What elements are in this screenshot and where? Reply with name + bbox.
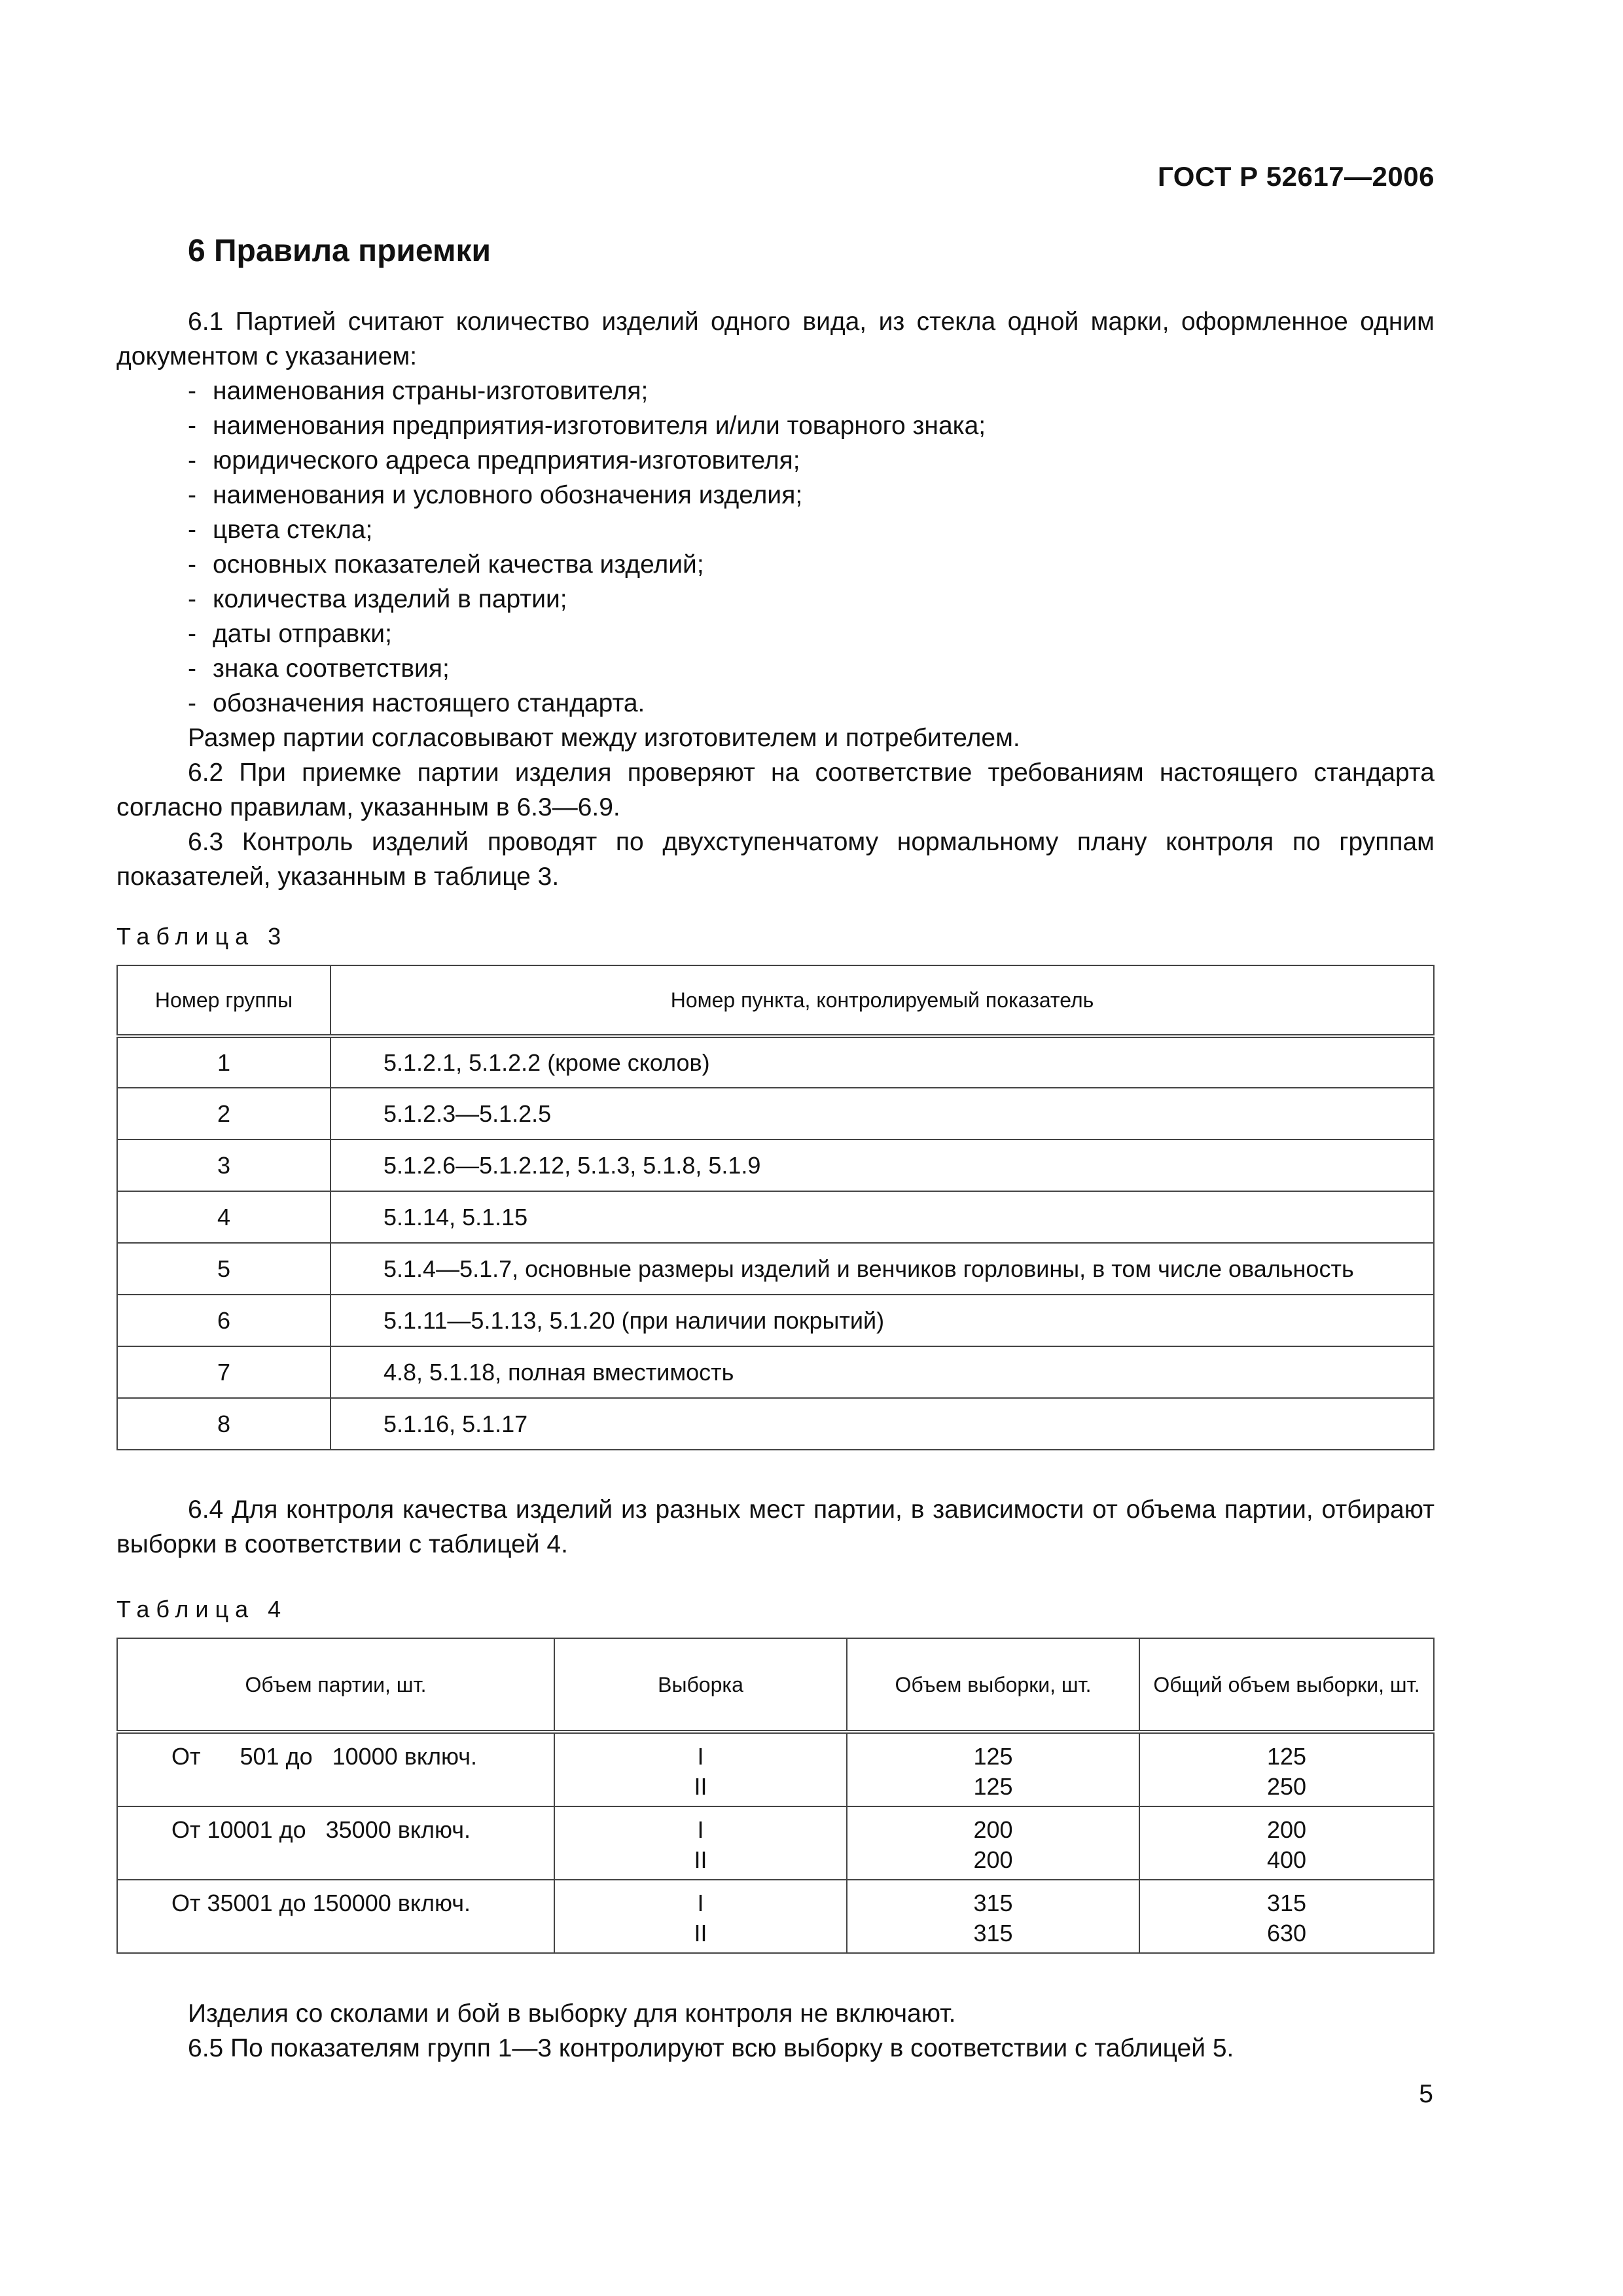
table-4-lot-range: От 10001 до 35000 включ.	[117, 1806, 554, 1880]
table-3-item-reference: 5.1.4—5.1.7, основные размеры изделий и венчиков горловины, в том числе овальность	[330, 1243, 1434, 1295]
list-item	[116, 374, 1435, 408]
clause-6-1	[116, 304, 1435, 894]
after-table-4	[116, 1996, 1435, 2066]
list-item-text: даты отправки;	[213, 620, 392, 648]
table-4-total-value: 250	[1266, 1773, 1307, 1800]
list-dash: -	[188, 412, 196, 440]
table-row	[117, 1732, 1434, 1806]
table-4-size-cell	[847, 1880, 1139, 1953]
list-item-text: основных показателей качества изделий;	[213, 550, 704, 579]
list-item-text: количества изделий в партии;	[213, 585, 567, 613]
list-dash: -	[188, 481, 196, 509]
list-item-text: цвета стекла;	[213, 516, 373, 544]
table-4-sample-value: I	[697, 1743, 704, 1770]
list-item-text: наименования страны-изготовителя;	[213, 377, 649, 405]
table-3-group-number: 3	[117, 1139, 330, 1191]
list-dash: -	[188, 446, 196, 475]
table-4-caption: Таблица 4	[116, 1596, 288, 1623]
table-3-item-reference: 5.1.16, 5.1.17	[330, 1398, 1434, 1450]
list-item-text: наименования и условного обозначения изделия;	[213, 481, 803, 509]
list-dash: -	[188, 377, 196, 405]
table-4-header-size: Объем выборки, шт.	[847, 1638, 1139, 1732]
table-row	[117, 1088, 1434, 1139]
table-4-size-cell	[847, 1806, 1139, 1880]
list-dash: -	[188, 550, 196, 579]
list-item-text: наименования предприятия-изготовителя и/или товарного знака;	[213, 412, 986, 440]
table-4-size-value: 315	[973, 1890, 1013, 1916]
table-4-total-value: 400	[1266, 1846, 1307, 1873]
table-3-group-number: 4	[117, 1191, 330, 1243]
table-4-total-value: 125	[1266, 1743, 1307, 1770]
table-row	[117, 1346, 1434, 1398]
table-4-total-value: 630	[1266, 1920, 1307, 1946]
table-4-sample-value: II	[694, 1773, 707, 1800]
table-3-group-number: 5	[117, 1243, 330, 1295]
table-3-header-group: Номер группы	[117, 965, 330, 1036]
note-chips: Изделия со сколами и бой в выборку для контроля не включают.	[188, 2000, 956, 2028]
table-row	[117, 1243, 1434, 1295]
table-4-total-cell	[1139, 1806, 1434, 1880]
list-item	[116, 582, 1435, 617]
table-3-group-number: 7	[117, 1346, 330, 1398]
table-3-group-number: 8	[117, 1398, 330, 1450]
table-4-header-lot: Объем партии, шт.	[117, 1638, 554, 1732]
table-row	[117, 1398, 1434, 1450]
list-item	[116, 686, 1435, 721]
table-4-size-value: 200	[973, 1846, 1013, 1873]
table-3-item-reference: 5.1.2.1, 5.1.2.2 (кроме сколов)	[330, 1036, 1434, 1088]
list-item-text: знака соответствия;	[213, 655, 450, 683]
table-4-total-cell	[1139, 1880, 1434, 1953]
table-3-caption: Таблица 3	[116, 923, 288, 950]
table-4-total-value: 315	[1266, 1890, 1307, 1916]
list-dash: -	[188, 620, 196, 648]
list-item	[116, 408, 1435, 443]
clause-6-2: 6.2 При приемке партии изделия проверяют на соответствие требованиям настоящего стандарта согласно правилам, указанным в 6.3—6.9.	[116, 759, 1435, 821]
table-4-sample-cell	[554, 1732, 847, 1806]
table-3-item-reference: 5.1.2.3—5.1.2.5	[330, 1088, 1434, 1139]
table-3-header-item: Номер пункта, контролируемый показатель	[330, 965, 1434, 1036]
table-row	[117, 1036, 1434, 1088]
table-4-header-sample: Выборка	[554, 1638, 847, 1732]
clause-6-3: 6.3 Контроль изделий проводят по двухступенчатому нормальному плану контроля по группам показателей, указанным в таблице 3.	[116, 828, 1435, 891]
table-4-total-cell	[1139, 1732, 1434, 1806]
table-row	[117, 1191, 1434, 1243]
table-4-sample-value: II	[694, 1920, 707, 1946]
table-3-item-reference: 5.1.14, 5.1.15	[330, 1191, 1434, 1243]
list-item	[116, 547, 1435, 582]
table-4-size-value: 315	[973, 1920, 1013, 1946]
list-item-text: юридического адреса предприятия-изготовителя;	[213, 446, 800, 475]
section-title: 6 Правила приемки	[188, 234, 491, 268]
list-item-text: обозначения настоящего стандарта.	[213, 689, 645, 717]
table-4-size-cell	[847, 1732, 1139, 1806]
list-dash: -	[188, 655, 196, 683]
table-4-sample-cell	[554, 1880, 847, 1953]
table-row	[117, 1880, 1434, 1953]
table-4-lot-range: От 35001 до 150000 включ.	[117, 1880, 554, 1953]
table-4-size-value: 125	[973, 1743, 1013, 1770]
list-item	[116, 512, 1435, 547]
table-3	[116, 965, 1435, 1450]
table-row	[117, 1295, 1434, 1346]
table-3-item-reference: 5.1.11—5.1.13, 5.1.20 (при наличии покрытий)	[330, 1295, 1434, 1346]
page-number: 5	[1419, 2080, 1433, 2108]
table-3-item-reference: 5.1.2.6—5.1.2.12, 5.1.3, 5.1.8, 5.1.9	[330, 1139, 1434, 1191]
list-item	[116, 651, 1435, 686]
table-3-group-number: 6	[117, 1295, 330, 1346]
table-4-sample-value: II	[694, 1846, 707, 1873]
list-item	[116, 478, 1435, 512]
table-4-lot-range: От 501 до 10000 включ.	[117, 1732, 554, 1806]
clause-6-5: 6.5 По показателям групп 1—3 контролируют всю выборку в соответствии с таблицей 5.	[188, 2034, 1234, 2062]
list-item	[116, 443, 1435, 478]
table-4-sample-value: I	[697, 1890, 704, 1916]
table-3-group-number: 1	[117, 1036, 330, 1088]
table-4-size-value: 125	[973, 1773, 1013, 1800]
clause-6-1-closing: Размер партии согласовывают между изготовителем и потребителем.	[188, 724, 1020, 752]
table-4-size-value: 200	[973, 1816, 1013, 1843]
table-3-item-reference: 4.8, 5.1.18, полная вместимость	[330, 1346, 1434, 1398]
table-4-total-value: 200	[1266, 1816, 1307, 1843]
table-row	[117, 1806, 1434, 1880]
table-4-header-total: Общий объем выборки, шт.	[1139, 1638, 1434, 1732]
table-3-group-number: 2	[117, 1088, 330, 1139]
clause-6-4-block	[116, 1492, 1435, 1562]
table-4	[116, 1638, 1435, 1954]
list-dash: -	[188, 516, 196, 544]
document-code: ГОСТ Р 52617—2006	[1158, 161, 1435, 192]
table-4-sample-value: I	[697, 1816, 704, 1843]
clause-6-4: 6.4 Для контроля качества изделий из разных мест партии, в зависимости от объема партии, отбирают выборки в соответствии с таблицей 4.	[116, 1496, 1435, 1558]
table-4-sample-cell	[554, 1806, 847, 1880]
list-dash: -	[188, 689, 196, 717]
list-item	[116, 617, 1435, 651]
clause-6-1-list	[116, 374, 1435, 721]
list-dash: -	[188, 585, 196, 613]
clause-6-1-intro: 6.1 Партией считают количество изделий одного вида, из стекла одной марки, оформленное одним документом с указанием:	[116, 308, 1435, 370]
table-row	[117, 1139, 1434, 1191]
